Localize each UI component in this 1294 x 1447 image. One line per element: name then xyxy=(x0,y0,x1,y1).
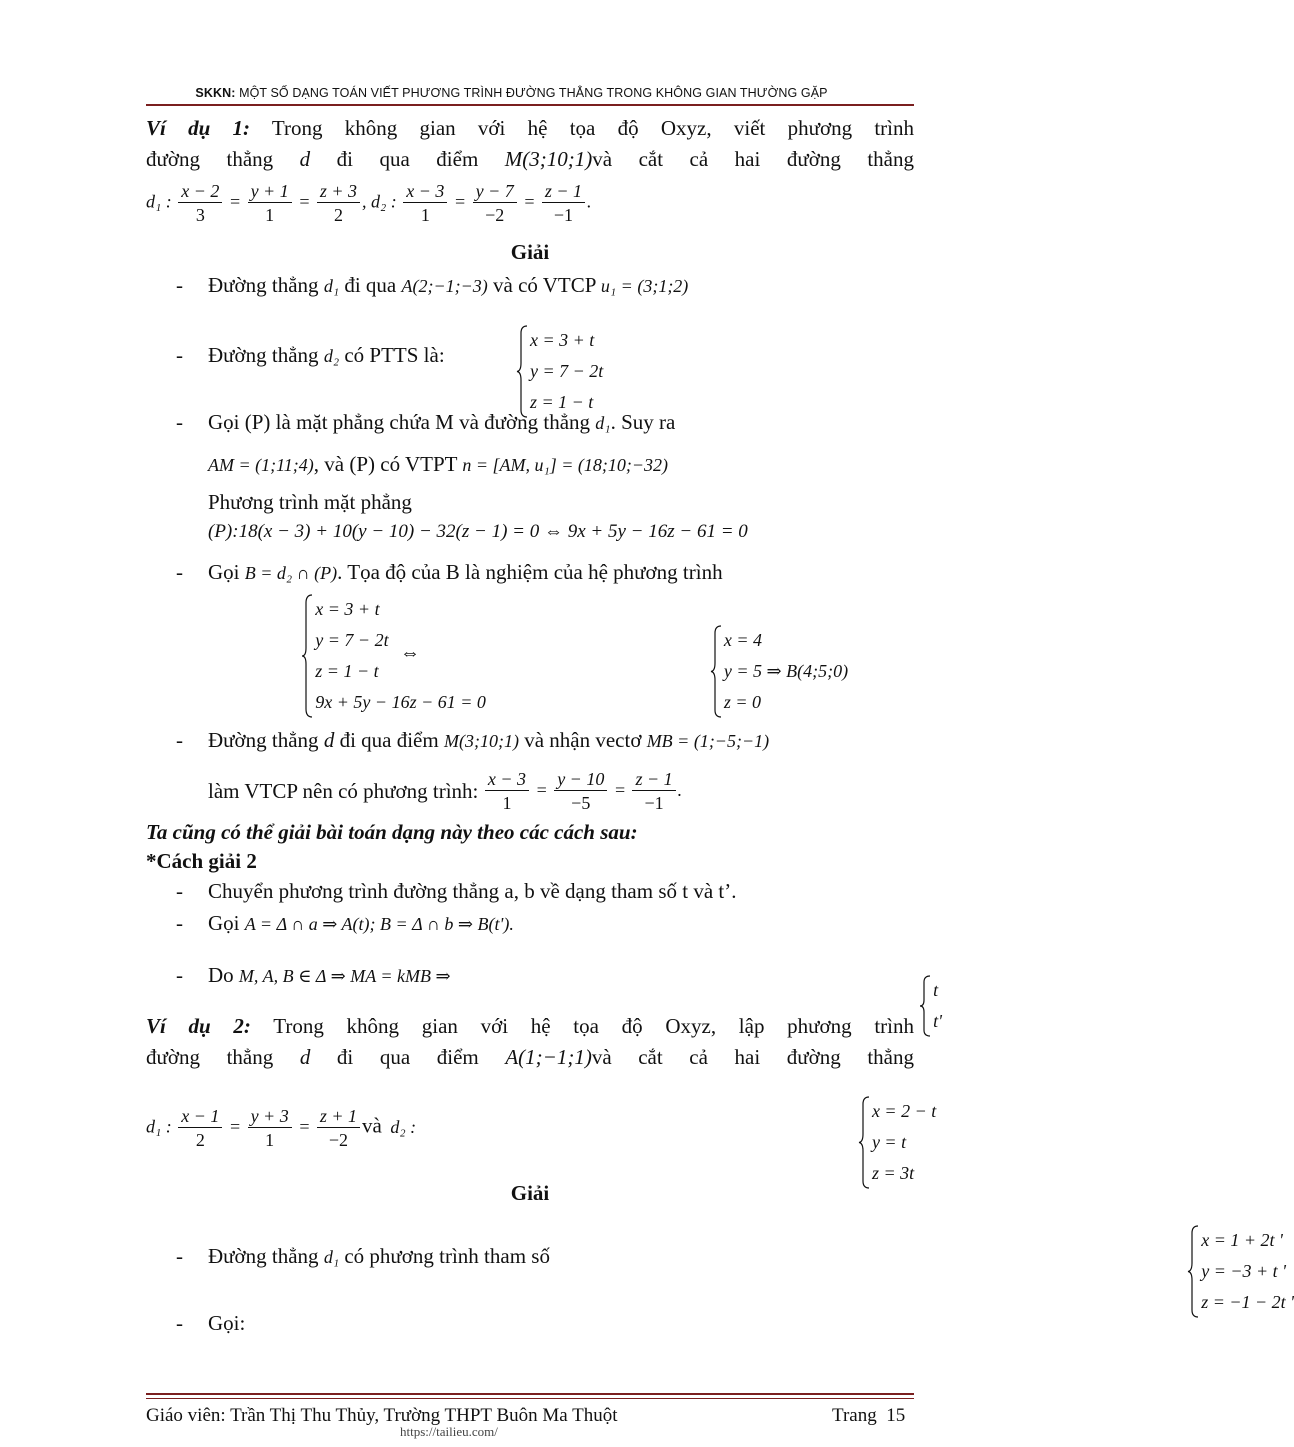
example2-d1-eq: d₁ : $\frac{x - 1}{2}$ = $\frac{y + 3}{1}$ = $\frac{z + 1}{-2}$ và d₂ : xyxy=(146,1106,417,1150)
page-label: Trang xyxy=(832,1405,877,1426)
example2-d2-system: x = 2 − t y = t z = 3t xyxy=(858,1096,936,1189)
example1-text2a: đường thẳng xyxy=(146,147,274,171)
header-prefix: SKKN: xyxy=(195,86,236,100)
bullet-dash: - xyxy=(176,560,183,584)
sol1-system-right: x = 4 y = 5 ⇒ B(4;5;0) z = 0 xyxy=(710,625,848,718)
footer-rule-top xyxy=(146,1393,914,1395)
brace-icon xyxy=(919,975,931,1037)
header-title: MỘT SỐ DẠNG TOÁN VIẾT PHƯƠNG TRÌNH ĐƯỜNG THẲNG TRONG KHÔNG GIAN THƯỜNG GẶP xyxy=(239,86,828,100)
sol1-system-left: x = 3 + t y = 7 − 2t z = 1 − t 9x + 5y − 16z − 61 = 0 xyxy=(301,594,486,718)
sol1-step4: Gọi B = d₂ ∩ (P). Tọa độ của B là nghiệm của hệ phương trình xyxy=(208,560,723,584)
method2-heading: *Cách giải 2 xyxy=(146,849,257,873)
solution2-heading: Giải xyxy=(510,1181,550,1205)
sol1-step5: Đường thẳng d đi qua điểm M(3;10;1) và nhận vectơ MB = (1;−5;−1) xyxy=(208,728,770,752)
example1-text2b: đi qua điểm xyxy=(336,147,479,171)
example1-line2 xyxy=(146,144,914,175)
alt-bullet1: Chuyển phương trình đường thẳng a, b về dạng tham số t và t’. xyxy=(208,879,737,903)
example2-line2: đường thẳng d đi qua điểm A(1;−1;1)và cắt cả hai đường thẳng xyxy=(146,1045,914,1069)
sol1-step1: Đường thẳng d₁ đi qua A(2;−1;−3) và có VTCP u₁ = (3;1;2) xyxy=(208,273,689,297)
d1-frac-x: $\frac{x - 2}{3}$ xyxy=(178,180,222,227)
sol1-step3: Gọi (P) là mặt phẳng chứa M và đường thẳng d₁. Suy ra xyxy=(208,410,676,434)
alt-bullet3: Do M, A, B ∈ Δ ⇒ MA = kMB ⇒ xyxy=(208,963,451,987)
d1-frac-z: $\frac{z + 3}{2}$ xyxy=(317,180,360,227)
brace-icon xyxy=(710,625,722,718)
alt-t-system: t t' xyxy=(919,975,942,1037)
plane-label: Phương trình mặt phẳng xyxy=(208,490,412,514)
alt-bullet2: Gọi A = Δ ∩ a ⇒ A(t); B = Δ ∩ b ⇒ B(t'). xyxy=(208,911,514,935)
alt-intro: Ta cũng có thể giải bài toán dạng này theo các cách sau: xyxy=(146,820,638,844)
page-header xyxy=(0,86,1023,100)
footer-page xyxy=(832,1405,905,1427)
equivalence-sign: ⇔ xyxy=(400,642,420,664)
footer-teacher: Giáo viên: Trần Thị Thu Thủy, Trường THPT Buôn Ma Thuột xyxy=(146,1405,618,1426)
brace-icon xyxy=(301,594,313,718)
sol1-step5-line2: làm VTCP nên có phương trình: $\frac{x - 3}{1}$ = $\frac{y - 10}{-5}$ = $\frac{z - 1}{-1}$ . xyxy=(208,769,683,813)
footer-rule-bottom xyxy=(146,1398,914,1399)
plane-equation: (P):18(x − 3) + 10(y − 10) − 32(z − 1) = 0 ⇔ 9x + 5y − 16z − 61 = 0 xyxy=(208,521,748,542)
vector-n: n = [AM, u₁] = (18;10;−32) xyxy=(462,455,669,475)
sol1-d1: d₁ xyxy=(323,276,340,296)
bullet-dash: - xyxy=(176,1244,183,1268)
brace-icon xyxy=(516,325,528,418)
example1-point-M: M(3;10;1) xyxy=(504,147,593,171)
sol1-d2-system: x = 3 + t y = 7 − 2t z = 1 − t xyxy=(516,325,603,418)
bullet-dash: - xyxy=(176,1311,183,1335)
bullet-dash: - xyxy=(176,343,183,367)
example1-text1: Trong không gian với hệ tọa độ Oxyz, viết phương trình xyxy=(271,116,915,140)
example1-lines-eq: d₁ : $\frac{x - 2}{3}$ = $\frac{y + 1}{1}$ = $\frac{z + 3}{2}$ , d₂ : $\frac{x - 3}{1}$ = $\frac{y - 7}{-2}$ = $\frac{z - 1}{-1}$ . xyxy=(146,181,592,225)
point-B-def: B = d₂ ∩ (P) xyxy=(244,563,338,583)
footer-watermark: https://tailieu.com/ xyxy=(400,1424,498,1439)
sol1-u1: u₁ = (3;1;2) xyxy=(600,276,689,296)
d1-frac-y: $\frac{y + 1}{1}$ xyxy=(248,180,292,227)
example1-text2c: và cắt cả hai đường thẳng xyxy=(592,147,914,171)
d2-label: , d₂ : xyxy=(362,191,397,212)
example1-line1 xyxy=(146,113,914,144)
sol1-step3-vectors: AM = (1;11;4), và (P) có VTPT n = [AM, u₁] = (18;10;−32) xyxy=(208,452,669,476)
page-number: 15 xyxy=(886,1405,906,1426)
header-rule xyxy=(146,104,914,106)
bullet-dash: - xyxy=(176,879,183,903)
sol2-step1: Đường thẳng d₁ có phương trình tham số xyxy=(208,1244,550,1268)
d2-frac-y: $\frac{y - 7}{-2}$ xyxy=(473,180,517,227)
brace-icon xyxy=(858,1096,870,1189)
sol1-step2: Đường thẳng d₂ có PTTS là: xyxy=(208,343,445,367)
bullet-dash: - xyxy=(176,273,183,297)
example2-point-A: A(1;−1;1) xyxy=(505,1045,592,1069)
d1-label: d₁ : xyxy=(146,191,172,212)
d2-frac-z: $\frac{z - 1}{-1}$ xyxy=(542,180,585,227)
d2-frac-x: $\frac{x - 3}{1}$ xyxy=(403,180,447,227)
sol1-point-A: A(2;−1;−3) xyxy=(401,276,488,296)
sol2-d1-system: x = 1 + 2t ' y = −3 + t ' z = −1 − 2t ' xyxy=(1187,1225,1294,1318)
vector-MB: MB = (1;−5;−1) xyxy=(646,731,770,751)
bullet-dash: - xyxy=(176,911,183,935)
example2-line1: Ví dụ 2: Trong không gian với hệ tọa độ Oxyz, lập phương trình xyxy=(146,1014,915,1038)
example1-d: d xyxy=(299,147,311,171)
example2-label: Ví dụ 2: xyxy=(146,1014,251,1038)
bullet-dash: - xyxy=(176,963,183,987)
vector-AM: AM = (1;11;4) xyxy=(208,455,314,475)
solution1-heading: Giải xyxy=(510,240,550,264)
bullet-dash: - xyxy=(176,410,183,434)
brace-icon xyxy=(1187,1225,1199,1318)
sol2-step2: Gọi: xyxy=(208,1311,246,1335)
example1-label: Ví dụ 1: xyxy=(146,116,251,140)
bullet-dash: - xyxy=(176,728,183,752)
